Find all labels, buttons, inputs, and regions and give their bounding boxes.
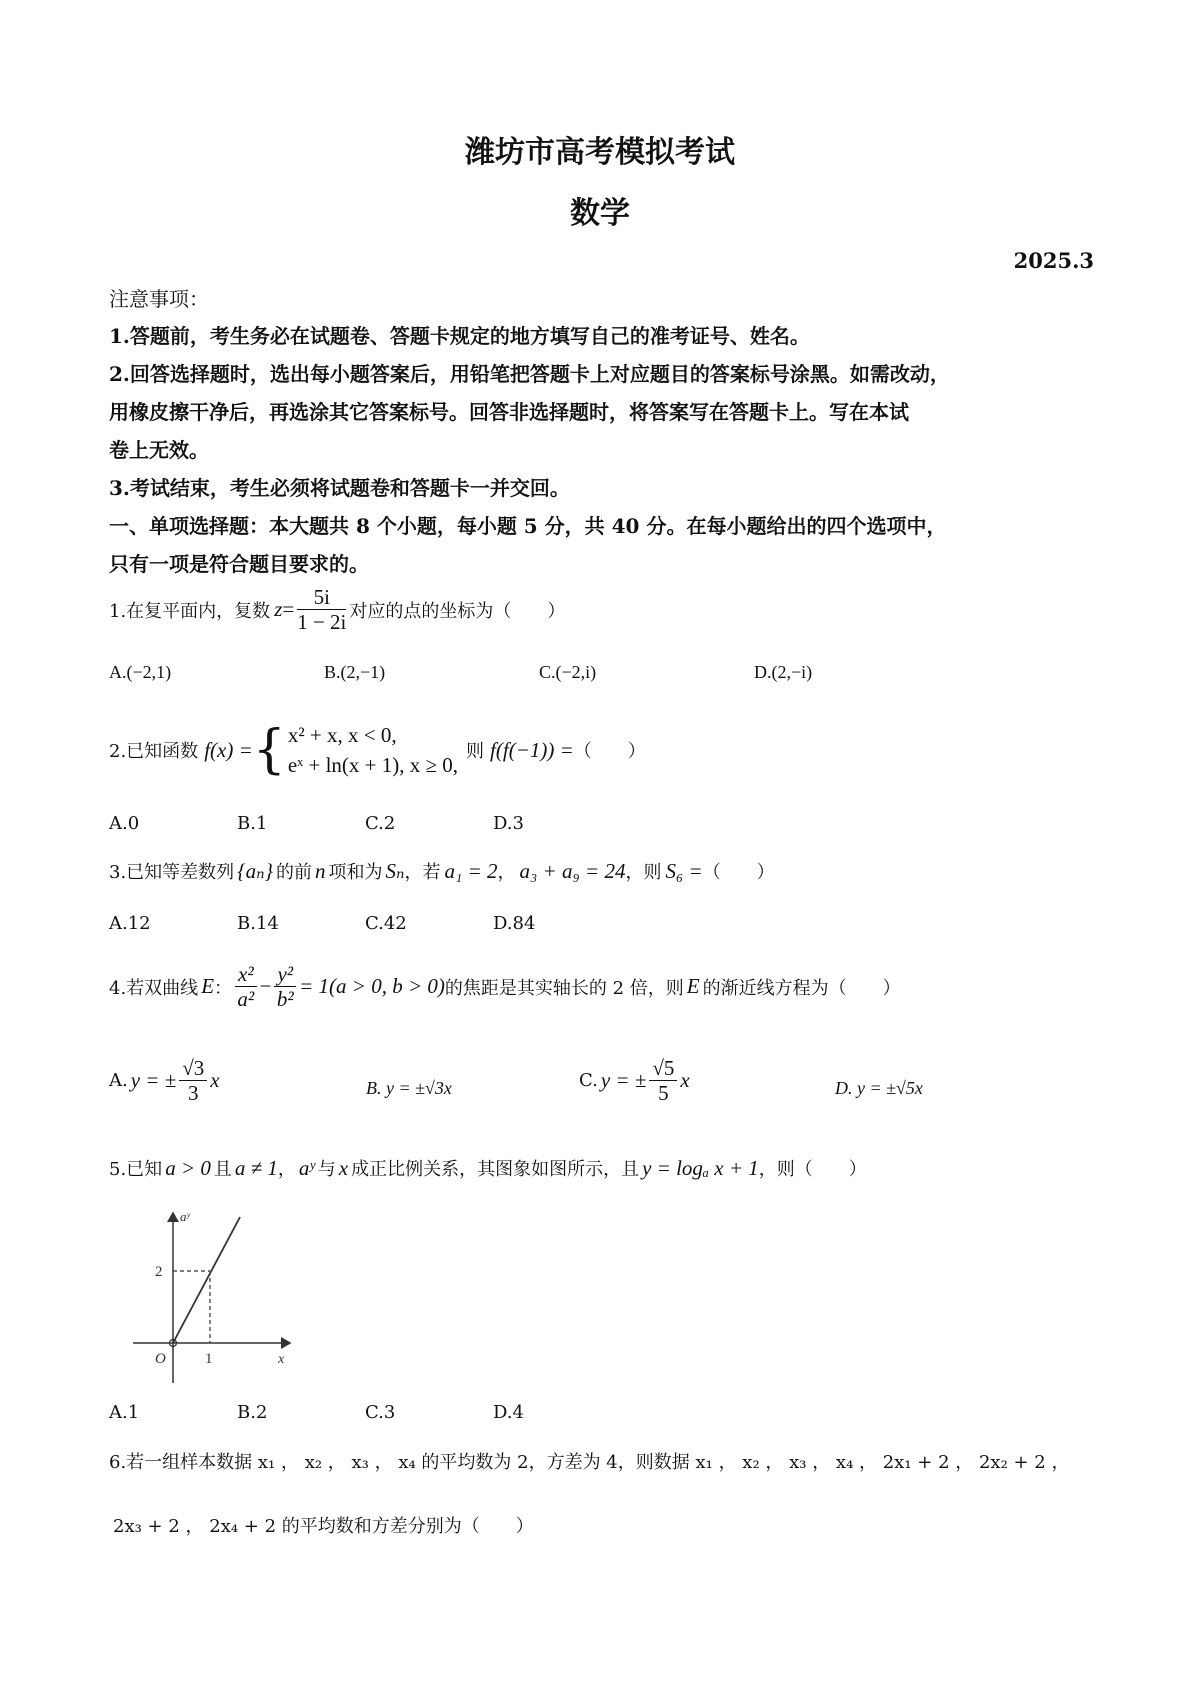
q4-E: E xyxy=(201,974,215,999)
notice-heading: 注意事项： xyxy=(109,287,209,311)
notice-item-3: 3.考试结束，考生必须将试题卷和答题卡一并交回。 xyxy=(109,476,570,500)
q2-prefix: 2.已知函数 xyxy=(109,741,199,763)
q5-p4: 与 xyxy=(317,1159,336,1180)
q1-prefix: 1.在复平面内，复数 xyxy=(109,600,271,622)
q3-sn: Sₙ xyxy=(385,858,405,883)
question-5 xyxy=(109,1155,867,1181)
q1-suffix: 对应的点的坐标为（ ） xyxy=(349,600,566,622)
notice-item-2-line-3: 卷上无效。 xyxy=(109,438,209,462)
q2-option-b[interactable]: B.1 xyxy=(237,813,268,834)
q1-var: z xyxy=(274,597,283,622)
q5-m2: a ≠ 1 xyxy=(234,1155,278,1180)
q4-option-a-den: 3 xyxy=(188,1081,199,1106)
q5-x-axis-label: x xyxy=(278,1352,285,1367)
q2-case-1: x² + x, x < 0, xyxy=(287,723,397,747)
q5-y-axis-label: aʸ xyxy=(180,1209,190,1224)
notice-item-2-line-2: 用橡皮擦干净后，再选涂其它答案标号。回答非选择题时，将答案写在答题卡上。写在本试 xyxy=(109,400,909,424)
q4-den-1: a² xyxy=(237,987,255,1012)
q3-option-a[interactable]: A.12 xyxy=(109,913,151,934)
q2-option-d[interactable]: D.3 xyxy=(493,813,524,834)
q2-brace: { xyxy=(252,720,286,781)
q5-option-c[interactable]: C.3 xyxy=(365,1402,396,1423)
q3-cond-1: a₁ = 2 xyxy=(444,858,498,883)
q1-option-d[interactable]: D.(2,−i) xyxy=(754,662,813,682)
q3-suffix: （ ） xyxy=(702,862,775,883)
exam-date: 2025.3 xyxy=(1013,248,1094,273)
q4-option-c-y: y = ± xyxy=(600,1068,647,1093)
q5-x-tick: 1 xyxy=(205,1351,213,1367)
q5-m1: a > 0 xyxy=(165,1155,211,1180)
q1-eq: = xyxy=(282,597,295,622)
q5-y-tick: 2 xyxy=(155,1264,163,1280)
q1-numerator: 5i xyxy=(297,585,346,610)
q4-num-1: x² xyxy=(235,962,257,987)
q3-t5: ，则 xyxy=(625,862,662,883)
q4-option-c-fraction xyxy=(649,1056,677,1105)
q4-option-c[interactable] xyxy=(579,1056,690,1105)
q2-fx: f(x) = xyxy=(204,737,253,762)
question-4 xyxy=(109,962,901,1011)
section-1-line-1: 一、单项选择题：本大题共 8 个小题，每小题 5 分，共 40 分。在每小题给出的四个选项中， xyxy=(109,514,947,538)
q4-prefix: 4.若双曲线 xyxy=(109,977,199,999)
q4-option-d[interactable]: D. y = ±√5x xyxy=(835,1078,923,1098)
q2-case-2: eˣ + ln(x + 1), x ≥ 0, xyxy=(287,753,459,778)
q4-option-a-y: y = ± xyxy=(130,1068,177,1093)
q4-E2: E xyxy=(686,974,700,999)
q4-t1: 的焦距是其实轴长的 2 倍，则 xyxy=(444,977,684,999)
q4-den-2: b² xyxy=(276,987,294,1012)
q1-option-a[interactable]: A.(−2,1) xyxy=(109,662,172,682)
q5-origin-label: O xyxy=(155,1351,166,1367)
q4-option-a-label: A. xyxy=(109,1070,128,1092)
exam-title: 潍坊市高考模拟考试 xyxy=(465,135,735,170)
q3-option-b[interactable]: B.14 xyxy=(237,913,279,934)
q2-expr: f(f(−1)) = xyxy=(490,737,574,762)
q5-m3: aʸ xyxy=(298,1155,315,1180)
q5-p6: ，则（ ） xyxy=(758,1159,867,1180)
q3-cond-2: a₃ + a₉ = 24 xyxy=(519,858,626,883)
q3-s6: S₆ = xyxy=(665,858,703,883)
q4-option-a-fraction xyxy=(179,1056,207,1105)
q4-option-c-label: C. xyxy=(579,1070,598,1092)
q3-seq: {aₙ} xyxy=(237,858,273,883)
q1-option-c[interactable]: C.(−2,i) xyxy=(539,662,597,682)
q1-fraction xyxy=(297,585,346,634)
q4-colon: ： xyxy=(214,977,233,999)
q3-t1: 的前 xyxy=(276,862,312,883)
q5-graph-line xyxy=(173,1217,240,1343)
q5-p3: ， xyxy=(277,1159,296,1180)
q4-option-c-den: 5 xyxy=(658,1081,669,1106)
question-6-line-2: 2x₃ + 2 ， 2x₄ + 2 的平均数和方差分别为（ ） xyxy=(113,1516,534,1537)
q4-fraction-y xyxy=(274,962,296,1011)
q5-option-d[interactable]: D.4 xyxy=(493,1402,524,1423)
question-3 xyxy=(109,858,775,884)
q4-option-c-num: √5 xyxy=(649,1056,677,1081)
q4-option-b[interactable]: B. y = ±√3x xyxy=(366,1078,452,1098)
q5-option-a[interactable]: A.1 xyxy=(109,1402,140,1423)
q4-t2: 的渐近线方程为（ ） xyxy=(702,977,901,999)
section-1-line-2: 只有一项是符合题目要求的。 xyxy=(109,552,369,576)
q5-option-b[interactable]: B.2 xyxy=(237,1402,268,1423)
q4-option-c-x: x xyxy=(680,1068,690,1093)
q3-t4: ， xyxy=(497,862,516,883)
q4-minus: − xyxy=(259,974,272,999)
q3-option-c[interactable]: C.42 xyxy=(365,913,407,934)
question-6-line-1: 6.若一组样本数据 x₁ ， x₂ ， x₃ ， x₄ 的平均数为 2，方差为 4，则数据 x₁ ， x₂ ， x₃ ， x₄ ， 2x₁ + 2 ， 2x₂ + 2 ， xyxy=(109,1452,1070,1473)
q4-fraction-x xyxy=(235,962,257,1011)
q4-eq: = 1(a > 0, b > 0) xyxy=(299,974,445,999)
q2-piecewise xyxy=(253,720,458,781)
q3-option-d[interactable]: D.84 xyxy=(493,913,536,934)
q5-graph xyxy=(125,1205,305,1395)
q5-p5: 成正比例关系，其图象如图所示，且 xyxy=(351,1159,640,1180)
q2-suffix: （ ） xyxy=(573,741,646,763)
q5-p1: 5.已知 xyxy=(109,1159,163,1180)
notice-item-2-line-1: 2.回答选择题时，选出每小题答案后，用铅笔把答题卡上对应题目的答案标号涂黑。如需改动， xyxy=(109,362,950,386)
q2-cases xyxy=(288,720,458,781)
q3-n: n xyxy=(315,858,326,883)
q4-option-a-x: x xyxy=(210,1068,220,1093)
q1-denominator: 1 − 2i xyxy=(297,610,347,635)
q5-m4: x xyxy=(338,1155,349,1180)
question-2 xyxy=(109,720,646,781)
q1-option-b[interactable]: B.(2,−1) xyxy=(324,662,386,682)
q5-p2: 且 xyxy=(213,1159,232,1180)
q5-m5: y = logₐ x + 1 xyxy=(642,1155,759,1180)
q4-num-2: y² xyxy=(274,962,296,987)
q4-option-a-num: √3 xyxy=(179,1056,207,1081)
q2-option-a[interactable]: A.0 xyxy=(109,813,140,834)
q2-mid: 则 xyxy=(466,741,485,763)
q3-prefix: 3.已知等差数列 xyxy=(109,862,235,883)
q2-option-c[interactable]: C.2 xyxy=(365,813,396,834)
question-1 xyxy=(109,585,565,634)
q3-t2: 项和为 xyxy=(328,862,383,883)
q3-t3: ，若 xyxy=(404,862,441,883)
notice-item-1: 1.答题前，考生务必在试题卷、答题卡规定的地方填写自己的准考证号、姓名。 xyxy=(109,324,810,348)
q4-option-a[interactable] xyxy=(109,1056,220,1105)
subject-title: 数学 xyxy=(570,196,630,231)
